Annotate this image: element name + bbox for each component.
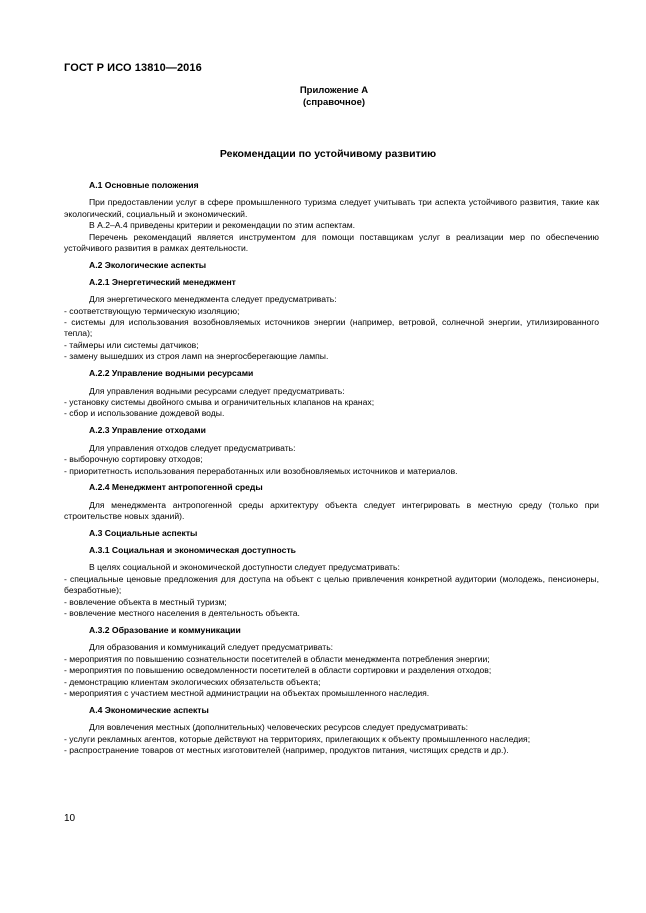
section-heading: А.2.2 Управление водными ресурсами [89, 368, 254, 379]
appendix-header [0, 85, 646, 109]
list-item: - сбор и использование дождевой воды. [64, 408, 225, 419]
section-heading: А.3.2 Образование и коммуникации [89, 625, 241, 635]
section-heading: А.3.1 Социальная и экономическая доступность [89, 545, 296, 556]
section-heading: А.1 Основные положения [89, 180, 199, 190]
list-item: - мероприятия по повышению сознательности посетителей в области менеджмента потребления энергии; [64, 653, 490, 664]
section-heading: А.2.4 Менеджмент антропогенной среды [89, 482, 263, 493]
section-heading: А.2 Экологические аспекты [89, 259, 207, 270]
section-heading: А.4 Экономические аспекты [89, 704, 209, 715]
section-a2 [64, 260, 599, 271]
standard-designation: ГОСТ Р ИСО 13810—2016 [64, 62, 202, 74]
list-item: - вовлечение местного населения в деятельность объекта. [64, 608, 300, 619]
list-item: - замену вышедших из строя ламп на энергосберегающие лампы. [64, 351, 329, 362]
section-a2-1 [64, 277, 599, 363]
list-item: - мероприятия по повышению осведомленности посетителей в области сортировки и разделения отходов; [64, 665, 492, 676]
section-a2-4 [64, 482, 599, 522]
list-item: - установку системы двойного смыва и ограничительных клапанов на кранах; [64, 397, 375, 407]
list-item: - таймеры или системы датчиков; [64, 339, 199, 350]
list-item: - услуги рекламных агентов, которые действуют на территориях, прилегающих к объекту промышленного наследия; [64, 733, 531, 744]
section-a3-1 [64, 545, 599, 619]
section-heading: А.2.3 Управление отходами [89, 425, 206, 436]
section-heading: А.3 Социальные аспекты [89, 528, 198, 539]
list-item: - вовлечение объекта в местный туризм; [64, 596, 227, 607]
page-number: 10 [64, 813, 76, 824]
list-item: - мероприятия с участием местной администрации на объектах промышленного наследия. [64, 688, 430, 699]
paragraph: Для менеджмента антропогенной среды архитектуру объекта следует интегрировать в местную среду (только при строительстве новых зданий). [64, 499, 599, 522]
appendix-title: Приложение А [299, 85, 369, 96]
list-item: - демонстрацию клиентам экологических обязательств объекта; [64, 676, 321, 687]
paragraph: Для вовлечения местных (дополнительных) человеческих ресурсов следует предусматривать: [89, 722, 469, 733]
section-heading: А.2.1 Энергетический менеджмент [89, 276, 236, 287]
section-a1 [64, 180, 599, 254]
paragraph: Для управления отходов следует предусматривать: [89, 442, 296, 453]
section-a2-2 [64, 368, 599, 420]
list-item: - приоритетность использования переработанных или возобновляемых источников и материалов. [64, 465, 458, 476]
section-a3-2 [64, 625, 599, 699]
list-item: - системы для использования возобновляемых источников энергии (например, ветровой, солнечной энергии, утилизированного тепла); [64, 317, 599, 339]
list-item: - распространение товаров от местных изготовителей (например, продуктов питания, чистящих средств и др.). [64, 745, 509, 756]
paragraph: Для управления водными ресурсами следует предусматривать: [89, 385, 345, 396]
list-item: - специальные ценовые предложения для доступа на объект с целью привлечения конкретной аудитории (молодежь, пенсионеры, безработные); [64, 573, 599, 596]
paragraph: Для образования и коммуникаций следует предусматривать: [89, 642, 334, 653]
section-a4 [64, 705, 599, 757]
section-a3 [64, 528, 599, 539]
paragraph: При предоставлении услуг в сфере промышленного туризма следует учитывать три аспекта устойчивого развития, такие как экологический, социальный и экономический. [64, 197, 599, 219]
section-a2-3 [64, 425, 599, 477]
paragraph: В целях социальной и экономической доступности следует предусматривать: [89, 562, 400, 573]
document-body [64, 180, 599, 762]
paragraph: В А.2–А.4 приведены критерии и рекомендации по этим аспектам. [89, 220, 356, 231]
paragraph: Перечень рекомендаций является инструментом для помощи поставщикам услуг в реализации мер по обеспечению устойчивого развития в рамках деятельности. [64, 231, 599, 254]
paragraph: Для энергетического менеджмента следует предусматривать: [89, 294, 337, 305]
document-title: Рекомендации по устойчивому развитию [219, 148, 437, 160]
appendix-subtitle: (справочное) [302, 97, 366, 108]
list-item: - выборочную сортировку отходов; [64, 454, 203, 465]
list-item: - соответствующую термическую изоляцию; [64, 305, 240, 316]
